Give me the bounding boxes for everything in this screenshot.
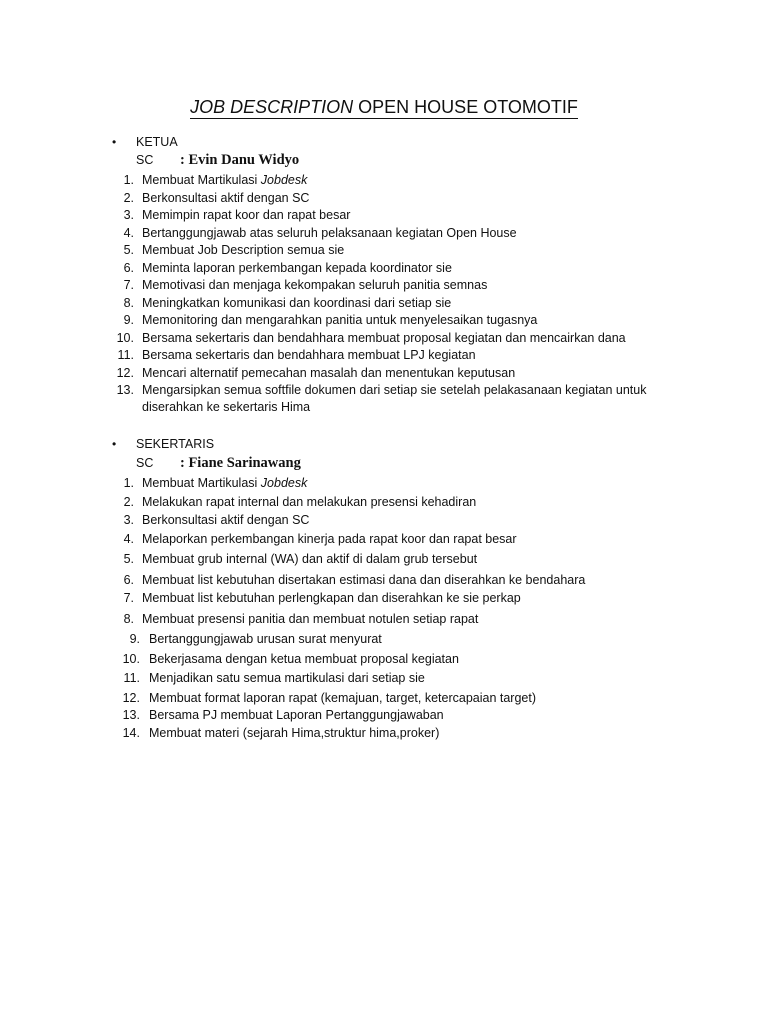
- document-title: [0, 96, 768, 118]
- item-text: Membuat Martikulasi Jobdesk: [142, 173, 308, 187]
- item-number: 7.: [123, 591, 134, 605]
- item-text: Membuat Job Description semua sie: [142, 243, 345, 257]
- item-text: Melakukan rapat internal dan melakukan presensi kehadiran: [142, 495, 477, 509]
- item-number: 10.: [116, 330, 134, 345]
- item-number: 4.: [123, 225, 134, 240]
- item-text: Bersama sekertaris dan bendahhara membuat LPJ kegiatan: [142, 348, 476, 362]
- item-text: Membuat Martikulasi Jobdesk: [142, 476, 308, 490]
- item-text: Membuat materi (sejarah Hima,struktur hima,proker): [149, 726, 440, 740]
- item-text: Berkonsultasi aktif dengan SC: [142, 190, 310, 205]
- sc-label: SC: [136, 153, 154, 167]
- item-text: Menjadikan satu semua martikulasi dari setiap sie: [149, 671, 425, 685]
- item-text: Mencari alternatif pemecahan masalah dan menentukan keputusan: [142, 365, 516, 380]
- item-number: 3.: [123, 208, 134, 222]
- item-number: 8.: [123, 295, 134, 310]
- heading-label: SEKERTARIS: [136, 437, 215, 451]
- item-number: 5.: [123, 552, 134, 566]
- item-number: 7.: [123, 278, 134, 292]
- sc-line-sekertaris: [136, 454, 301, 472]
- item-number: 6.: [123, 573, 134, 587]
- item-number: 8.: [123, 612, 134, 626]
- item-text: Memimpin rapat koor dan rapat besar: [142, 208, 351, 222]
- item-text: Bersama PJ membuat Laporan Pertanggungjawaban: [149, 708, 444, 722]
- item-number: 1.: [123, 173, 134, 187]
- item-text: Meningkatkan komunikasi dan koordinasi dari setiap sie: [142, 295, 452, 310]
- item-text: Bekerjasama dengan ketua membuat proposal kegiatan: [149, 652, 459, 666]
- item-number: 10.: [122, 652, 140, 666]
- sc-line-ketua: [136, 151, 299, 169]
- bullet-icon: •: [112, 135, 117, 149]
- title-rest: OPEN HOUSE OTOMOTIF: [353, 97, 578, 117]
- item-number: 12.: [116, 365, 134, 380]
- item-number: 4.: [123, 532, 134, 546]
- title-underline: [190, 97, 578, 119]
- item-number: 1.: [123, 476, 134, 490]
- item-text: Membuat list kebutuhan perlengkapan dan diserahkan ke sie perkap: [142, 591, 521, 605]
- item-text: Mengarsipkan semua softfile dokumen dari setiap sie setelah pelakasanaan kegiatan untuk diserahkan ke sekertaris Hima: [142, 383, 647, 415]
- item-number: 14.: [122, 726, 140, 740]
- item-text: Membuat format laporan rapat (kemajuan, target, ketercapaian target): [149, 691, 537, 705]
- item-number: 11.: [117, 348, 134, 362]
- heading-label: KETUA: [136, 135, 178, 149]
- item-number: 3.: [123, 513, 134, 527]
- item-number: 13.: [122, 708, 140, 722]
- sc-label: SC: [136, 456, 154, 470]
- item-text: Membuat grub internal (WA) dan aktif di dalam grub tersebut: [142, 552, 478, 566]
- item-text: Bertanggungjawab atas seluruh pelaksanaan kegiatan Open House: [142, 225, 517, 240]
- sc-name: : Fiane Sarinawang: [180, 455, 301, 471]
- title-italic-part: JOB DESCRIPTION: [190, 97, 354, 117]
- item-number: 13.: [116, 383, 134, 397]
- item-number: 12.: [122, 691, 140, 705]
- item-number: 9.: [129, 632, 140, 646]
- item-number: 2.: [123, 495, 134, 509]
- item-number: 11.: [123, 671, 140, 685]
- item-text: Berkonsultasi aktif dengan SC: [142, 513, 310, 527]
- bullet-icon: •: [112, 437, 117, 451]
- sc-name: : Evin Danu Widyo: [180, 152, 300, 168]
- item-text: Meminta laporan perkembangan kepada koordinator sie: [142, 260, 452, 275]
- item-text: Melaporkan perkembangan kinerja pada rapat koor dan rapat besar: [142, 532, 517, 546]
- item-text: Membuat list kebutuhan disertakan estimasi dana dan diserahkan ke bendahara: [142, 573, 586, 587]
- item-text: Membuat presensi panitia dan membuat notulen setiap rapat: [142, 612, 479, 626]
- item-text: Bertanggungjawab urusan surat menyurat: [149, 632, 382, 646]
- item-number: 9.: [123, 313, 134, 327]
- item-number: 2.: [123, 190, 134, 205]
- item-text: Bersama sekertaris dan bendahhara membuat proposal kegiatan dan mencairkan dana: [142, 330, 626, 345]
- item-text: Memonitoring dan mengarahkan panitia untuk menyelesaikan tugasnya: [142, 313, 538, 327]
- item-number: 6.: [123, 260, 134, 275]
- item-text: Memotivasi dan menjaga kekompakan seluruh panitia semnas: [142, 278, 488, 292]
- item-number: 5.: [123, 243, 134, 257]
